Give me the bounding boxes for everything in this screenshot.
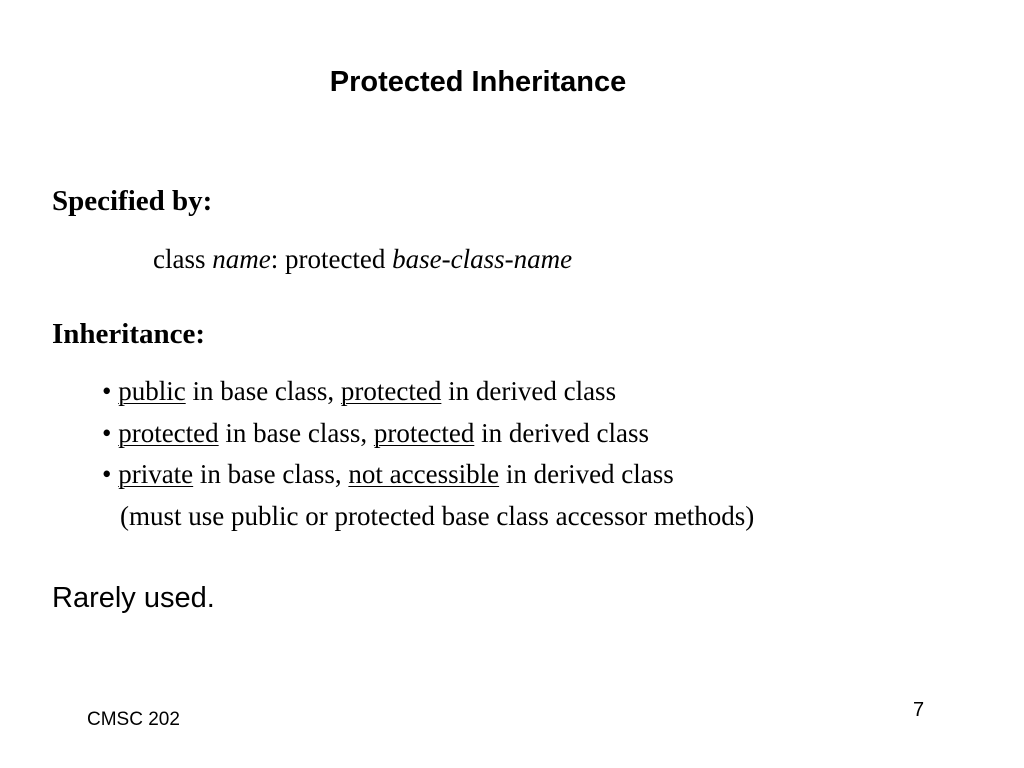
bullet-mid-text: in base class,: [199, 459, 342, 489]
bullet-mid-text: in base class,: [192, 376, 335, 406]
specified-by-heading: Specified by:: [52, 185, 213, 217]
inheritance-bullet-protected: [102, 418, 649, 449]
bullet-dot: •: [102, 459, 112, 489]
syntax-class-keyword: class: [153, 244, 206, 274]
base-access-term: public: [118, 376, 186, 406]
base-access-term: protected: [118, 418, 219, 448]
accessor-note: (must use public or protected base class accessor methods): [120, 501, 755, 531]
base-access-term: private: [118, 459, 194, 489]
syntax-line: [153, 244, 572, 275]
syntax-protected: : protected: [270, 244, 386, 274]
bullet-tail-text: in derived class: [505, 459, 674, 489]
footer-course: CMSC 202: [87, 709, 180, 730]
rarely-used-text: Rarely used.: [52, 582, 215, 614]
syntax-base-class-name: base-class-name: [392, 244, 573, 274]
syntax-name: name: [212, 244, 271, 274]
bullet-dot: •: [102, 418, 112, 448]
inheritance-heading: Inheritance:: [52, 318, 206, 350]
inheritance-bullet-private: [102, 459, 674, 490]
bullet-dot: •: [102, 376, 112, 406]
inheritance-bullet-public: [102, 376, 616, 407]
derived-access-term: protected: [340, 376, 442, 406]
derived-access-term: not accessible: [348, 459, 500, 489]
bullet-tail-text: in derived class: [448, 376, 617, 406]
derived-access-term: protected: [373, 418, 475, 448]
slide-title: Protected Inheritance: [329, 66, 627, 98]
bullet-tail-text: in derived class: [481, 418, 650, 448]
bullet-mid-text: in base class,: [225, 418, 368, 448]
page-number: 7: [913, 699, 925, 721]
